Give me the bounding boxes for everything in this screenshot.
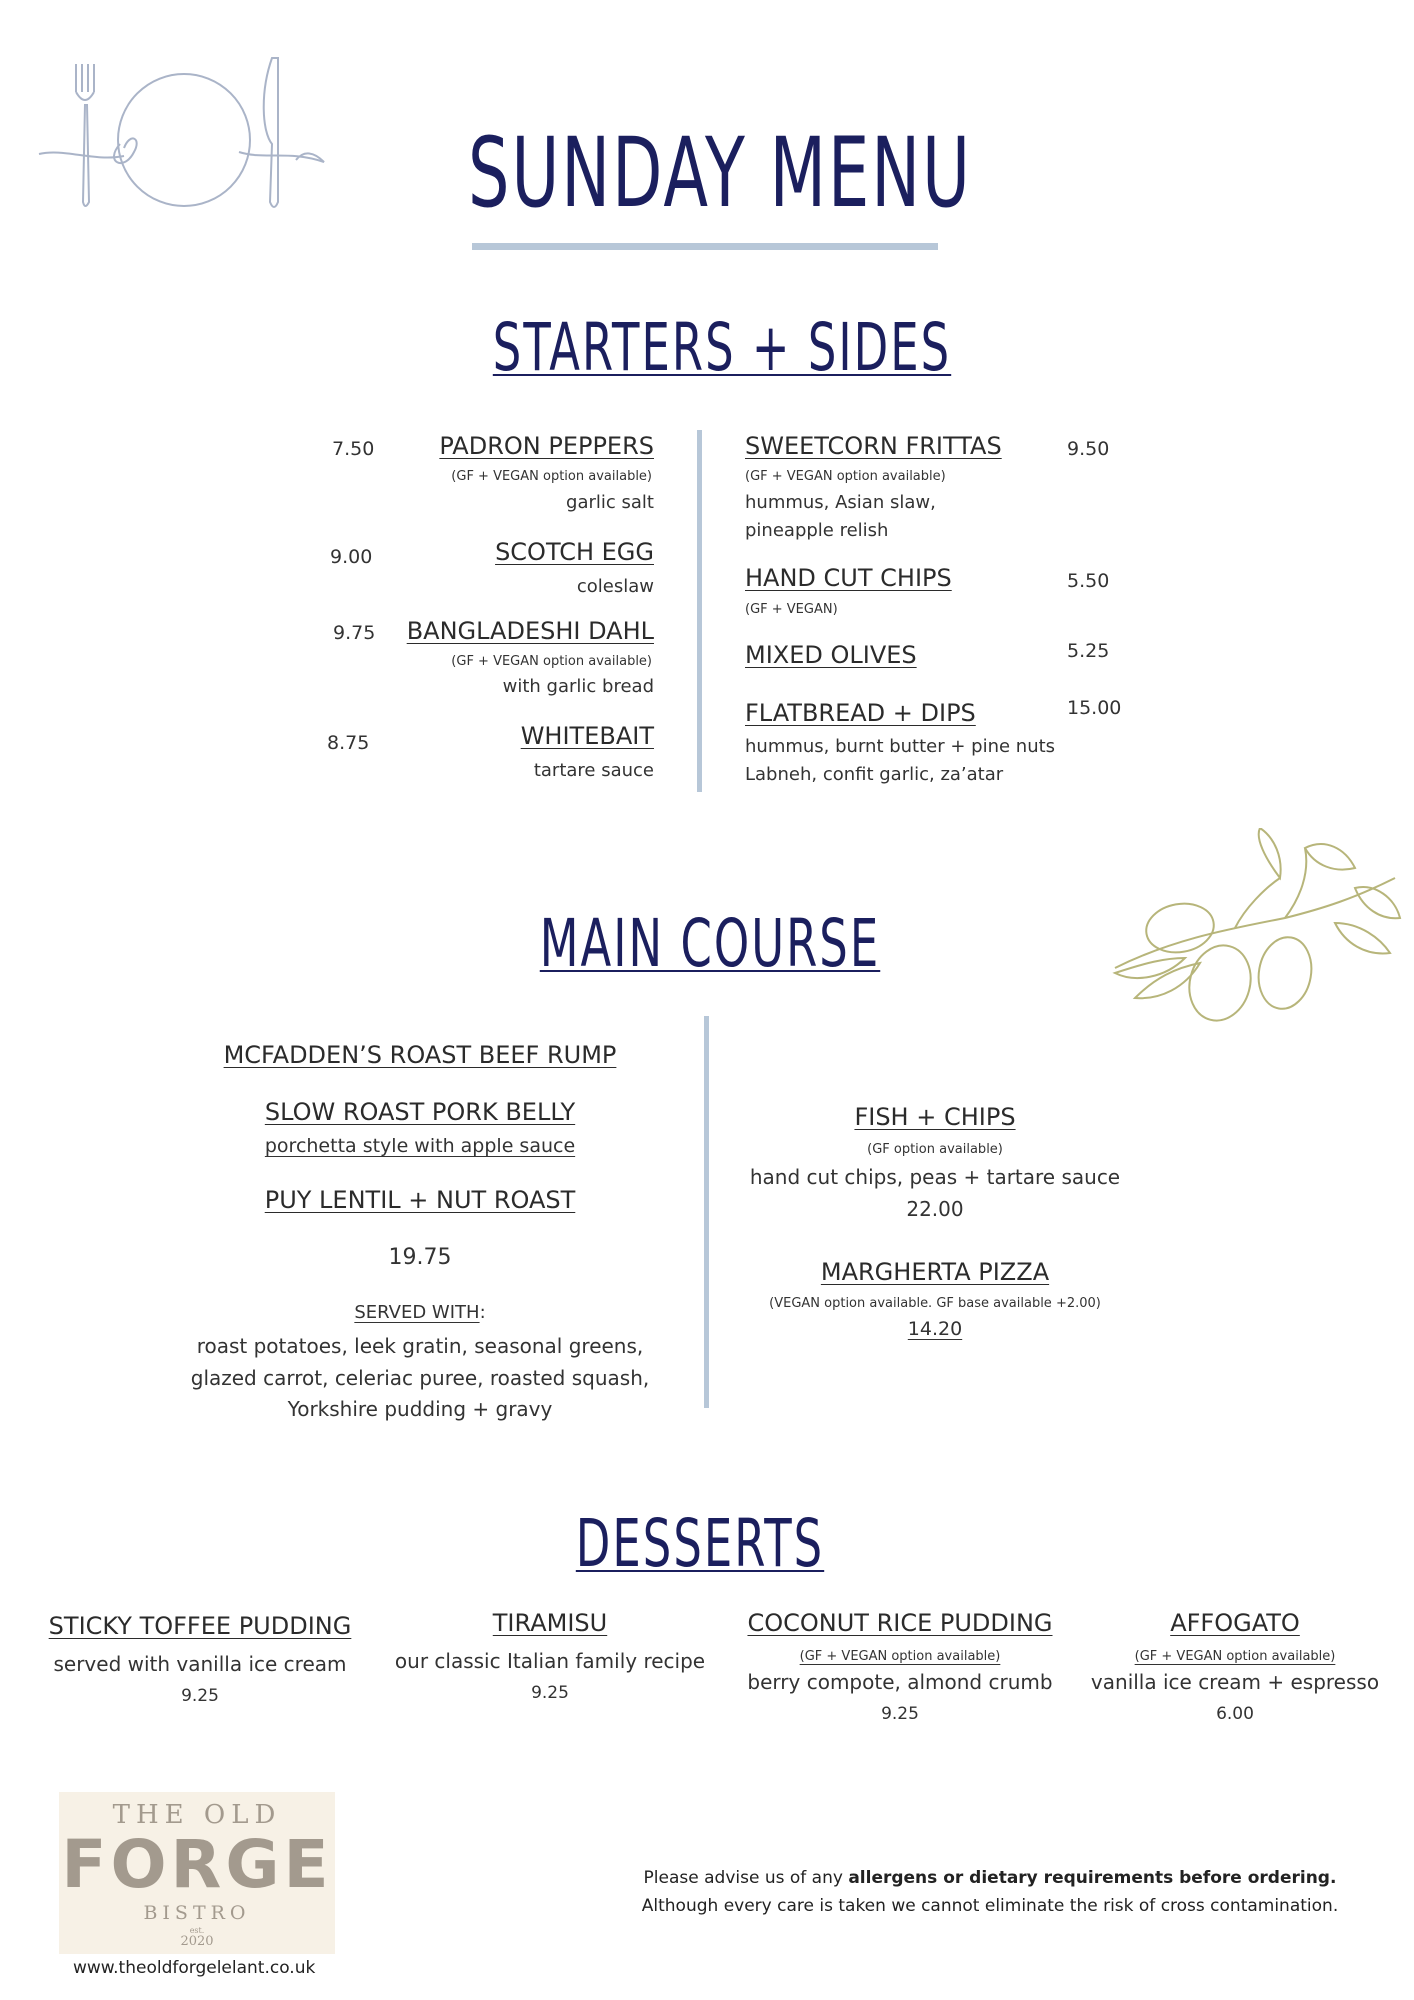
starter-name: PADRON PEPPERS — [439, 432, 654, 460]
starter-price: 9.00 — [330, 546, 373, 568]
starter-desc: hummus, burnt butter + pine nuts — [745, 736, 1056, 757]
starter-price: 8.75 — [327, 732, 370, 754]
pizza-note: (VEGAN option available. GF base available +2.00) — [769, 1296, 1101, 1311]
main-roast-name: PUY LENTIL + NUT ROAST — [264, 1186, 576, 1214]
pork-note: porchetta style with apple sauce — [264, 1135, 576, 1157]
allergen-notice-bold: allergens or dietary requirements before ordering. — [848, 1868, 1337, 1888]
dessert-name: TIRAMISU — [492, 1609, 608, 1637]
allergen-notice-line1 — [620, 1868, 1360, 1888]
starter-note: (GF + VEGAN option available) — [451, 654, 652, 669]
starter-note: (GF + VEGAN option available) — [451, 469, 652, 484]
logo-est: est. — [189, 1926, 205, 1935]
dessert-desc: vanilla ice cream + espresso — [1090, 1670, 1380, 1694]
allergen-notice-line2: Although every care is taken we cannot eliminate the risk of cross contamination. — [641, 1896, 1339, 1916]
logo-line2: FORGE — [61, 1826, 333, 1903]
main-divider — [704, 1016, 709, 1408]
starter-desc: Labneh, confit garlic, za’atar — [745, 764, 1004, 785]
starter-desc: coleslaw — [576, 576, 654, 597]
starter-name: SWEETCORN FRITTAS — [745, 432, 1002, 460]
logo-line1: THE OLD — [112, 1800, 282, 1830]
served-with-label — [160, 1302, 680, 1323]
dessert-desc: served with vanilla ice cream — [53, 1652, 347, 1676]
starter-name: BANGLADESHI DAHL — [406, 617, 654, 645]
dessert-name: COCONUT RICE PUDDING — [747, 1609, 1053, 1637]
starter-price: 5.50 — [1067, 570, 1110, 592]
logo — [59, 1792, 335, 1954]
starter-name: MIXED OLIVES — [745, 641, 917, 669]
starters-divider — [697, 430, 702, 792]
dessert-price: 9.25 — [181, 1686, 219, 1706]
starter-price: 9.50 — [1067, 438, 1110, 460]
starter-price: 7.50 — [332, 438, 375, 460]
pizza-name: MARGHERTA PIZZA — [820, 1258, 1050, 1286]
starter-name: HAND CUT CHIPS — [745, 564, 952, 592]
starter-desc: garlic salt — [566, 492, 654, 513]
starter-name: WHITEBAIT — [520, 722, 654, 750]
starter-desc: with garlic bread — [502, 676, 654, 697]
dessert-desc: berry compote, almond crumb — [747, 1670, 1053, 1694]
starter-desc: pineapple relish — [745, 520, 889, 541]
pizza-price: 14.20 — [907, 1318, 963, 1340]
plate-cutlery-icon — [34, 52, 334, 222]
dessert-note: (GF + VEGAN option available) — [1134, 1649, 1336, 1664]
title-rule — [472, 243, 938, 250]
website-link[interactable]: www.theoldforgelelant.co.uk — [73, 1958, 316, 1978]
roast-price: 19.75 — [388, 1245, 452, 1270]
served-with-colon: : — [479, 1302, 486, 1323]
dessert-price: 9.25 — [881, 1704, 919, 1724]
starter-desc: tartare sauce — [533, 760, 654, 781]
dessert-price: 9.25 — [531, 1683, 569, 1703]
desserts-heading: DESSERTS — [575, 1505, 825, 1582]
served-with-line: roast potatoes, leek gratin, seasonal greens, — [196, 1334, 644, 1358]
main-roast-name: SLOW ROAST PORK BELLY — [264, 1098, 576, 1126]
fish-desc: hand cut chips, peas + tartare sauce — [749, 1165, 1121, 1189]
served-with-text: SERVED WITH — [354, 1302, 480, 1323]
served-with-line: glazed carrot, celeriac puree, roasted squash, — [190, 1366, 650, 1390]
starter-note: (GF + VEGAN) — [745, 602, 838, 617]
starters-heading: STARTERS + SIDES — [492, 309, 952, 386]
dessert-desc: our classic Italian family recipe — [394, 1649, 706, 1673]
dessert-name: AFFOGATO — [1170, 1609, 1300, 1637]
served-with-line: Yorkshire pudding + gravy — [287, 1397, 553, 1421]
main-course-heading: MAIN COURSE — [539, 905, 881, 982]
starter-name: FLATBREAD + DIPS — [745, 699, 976, 727]
dessert-note: (GF + VEGAN option available) — [799, 1649, 1001, 1664]
fish-price: 22.00 — [906, 1197, 964, 1221]
fish-note: (GF option available) — [867, 1142, 1003, 1157]
logo-line3: BISTRO — [143, 1902, 251, 1924]
starter-note: (GF + VEGAN option available) — [745, 469, 946, 484]
logo-year: 2020 — [180, 1934, 214, 1949]
starter-name: SCOTCH EGG — [495, 538, 654, 566]
main-roast-name: MCFADDEN’S ROAST BEEF RUMP — [223, 1041, 617, 1069]
allergen-notice-prefix: Please advise us of any — [643, 1868, 849, 1888]
starter-price: 5.25 — [1067, 640, 1110, 662]
page-title: SUNDAY MENU — [467, 117, 973, 229]
starter-price: 15.00 — [1067, 697, 1122, 719]
starter-desc: hummus, Asian slaw, — [745, 492, 936, 513]
dessert-name: STICKY TOFFEE PUDDING — [48, 1612, 352, 1640]
olive-branch-icon — [1105, 828, 1405, 1048]
starter-price: 9.75 — [333, 622, 376, 644]
fish-name: FISH + CHIPS — [854, 1103, 1016, 1131]
dessert-price: 6.00 — [1216, 1704, 1254, 1724]
